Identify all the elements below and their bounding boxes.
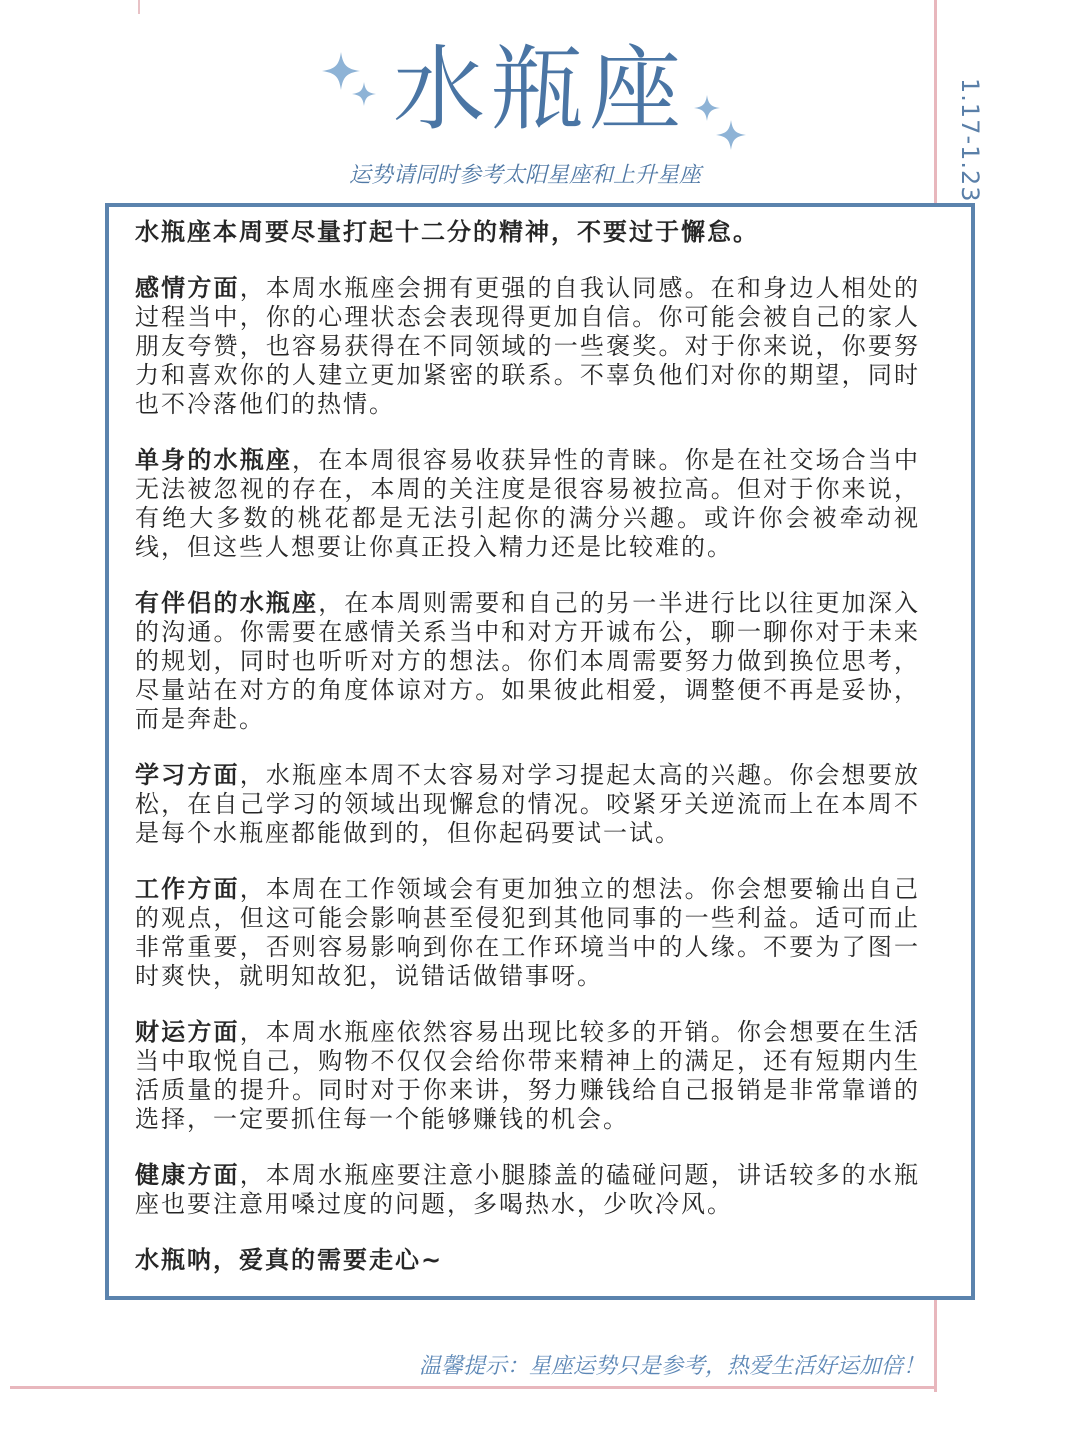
section-heading: 财运方面	[135, 1018, 240, 1046]
section-text: ，本周在工作领域会有更加独立的想法。你会想要输出自己的观点，但这可能会影响甚至侵犯到其他同事的一些利益。适可而止非常重要，否则容易影响到你在工作环境当中的人缘。不要为了图一时爽快，就明知故犯，说错话做错事呀。	[135, 875, 921, 990]
footer-tip: 温馨提示：星座运势只是参考，热爱生活好运加倍！	[418, 1354, 925, 1379]
section-heading: 健康方面	[135, 1161, 240, 1189]
wealth-section	[135, 1018, 920, 1134]
health-section	[135, 1161, 920, 1219]
closing-line: 水瓶呐，爱真的需要走心~	[135, 1246, 444, 1274]
section-heading: 感情方面	[135, 274, 240, 302]
section-text: ，水瓶座本周不太容易对学习提起太高的兴趣。你会想要放松，在自己学习的领域出现懈怠的情况。咬紧牙关逆流而上在本周不是每个水瓶座都能做到的，但你起码要试一试。	[135, 761, 921, 847]
section-text: ，本周水瓶座会拥有更强的自我认同感。在和身边人相处的过程当中，你的心理状态会表现得更加自信。你可能会被自己的家人朋友夸赞，也容易获得在不同领域的一些褒奖。对于你来说，你要努力和喜欢你的人建立更加紧密的联系。不辜负他们对你的期望，同时也不冷落他们的热情。	[135, 274, 921, 418]
sparkle-icon	[716, 120, 746, 150]
single-section	[135, 446, 920, 562]
section-text: ，本周水瓶座依然容易出现比较多的开销。你会想要在生活当中取悦自己，购物不仅仅会给你带来精神上的满足，还有短期内生活质量的提升。同时对于你来讲，努力赚钱给自己报销是非常靠谱的选择，一定要抓住每一个能够赚钱的机会。	[135, 1018, 921, 1133]
page-subtitle: 运势请同时参考太阳星座和上升星座	[348, 163, 701, 188]
section-heading: 工作方面	[135, 875, 240, 903]
section-text: ，本周水瓶座要注意小腿膝盖的磕碰问题，讲话较多的水瓶座也要注意用嗓过度的问题，多喝热水，少吹冷风。	[135, 1161, 921, 1218]
decorative-pink-line-bottom	[10, 1386, 937, 1389]
decorative-pink-line-top	[138, 0, 140, 14]
study-section	[135, 761, 920, 848]
date-range: 1.17-1.23	[956, 77, 984, 203]
intro-paragraph: 水瓶座本周要尽量打起十二分的精神，不要过于懈怠。	[135, 218, 759, 246]
page-title: 水瓶座	[392, 36, 687, 143]
sparkle-icon	[352, 82, 376, 106]
section-heading: 单身的水瓶座	[135, 446, 293, 474]
love-section	[135, 274, 920, 419]
section-text: ，在本周很容易收获异性的青睐。你是在社交场合当中无法被忽视的存在，本周的关注度是很容易被拉高。但对于你来说，有绝大多数的桃花都是无法引起你的满分兴趣。或许你会被牵动视线，但这些人想要让你真正投入精力还是比较难的。	[135, 446, 921, 561]
partner-section	[135, 589, 920, 734]
section-text: ，在本周则需要和自己的另一半进行比以往更加深入的沟通。你需要在感情关系当中和对方开诚布公，聊一聊你对于未来的规划，同时也听听对方的想法。你们本周需要努力做到换位思考，尽量站在对方的角度体谅对方。如果彼此相爱，调整便不再是妥协，而是奔赴。	[135, 589, 921, 733]
horoscope-content	[135, 218, 920, 1275]
work-section	[135, 875, 920, 991]
section-heading: 学习方面	[135, 761, 240, 789]
section-heading: 有伴侣的水瓶座	[135, 589, 319, 617]
